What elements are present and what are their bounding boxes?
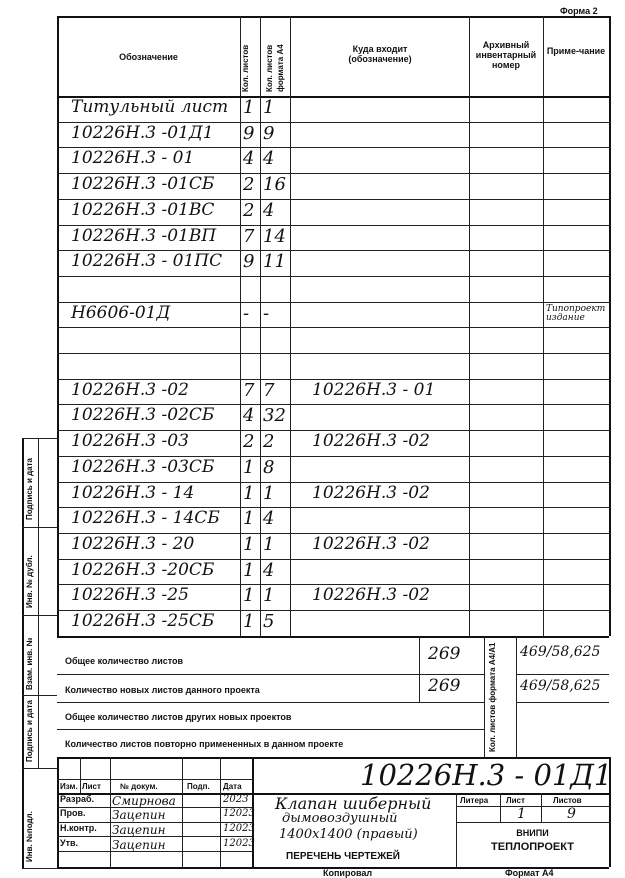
margin-replace-inv: Взам. инв. № [25,637,34,690]
row-sheets-a4: 11 [263,251,286,272]
header-archive-no: Архивный инвентарный номер [475,40,537,70]
table-row [57,173,609,199]
form-label: Форма 2 [560,6,598,16]
row-sheets: 1 [243,585,255,606]
footer-format: Формат А4 [505,868,554,878]
doc-code: 10226Н.3 - 01Д1 [360,758,613,792]
doc-type: ПЕРЕЧЕНЬ ЧЕРТЕЖЕЙ [286,851,400,862]
margin-inv-orig: Инв. №подл. [25,811,34,862]
row-sheets-a4: 1 [263,97,275,118]
role-date: 12023 [223,808,255,819]
row-sheets: 2 [243,200,255,221]
row-where-used: 10226Н.3 -02 [312,534,430,554]
row-sheets-a4: 7 [263,380,275,401]
row-sheets: 7 [243,226,255,247]
row-where-used: 10226Н.3 - 01 [312,380,436,400]
total-sheets-value: 269 [428,644,461,664]
row-designation: 10226Н.3 -01ВС [71,200,215,220]
total-sheets-label: Общее количество листов [65,656,184,666]
row-sheets-a4: 32 [263,405,286,426]
row-where-used: 10226Н.3 -02 [312,431,430,451]
row-sheets-a4: 5 [263,611,275,632]
org-line-2: ТЕПЛОПРОЕКТ [491,841,574,853]
header-where-used: Куда входит (обозначение) [348,44,412,64]
litera-label: Литера [460,796,489,805]
table-row [57,584,609,610]
table-top-border [57,16,609,18]
header-sheet-count-a4: Кол. листов формата А4 [265,44,285,92]
row-sheets: 9 [243,251,255,272]
table-row [57,507,609,533]
table-row [57,250,609,276]
role-name: Зацепин [112,823,166,837]
row-sheets-a4: 1 [263,534,275,555]
table-row [57,199,609,225]
row-designation: 10226Н.3 - 01 [71,148,195,168]
row-where-used: 10226Н.3 -02 [312,585,430,605]
table-row [57,353,609,379]
row-sheets-a4: 4 [263,560,275,581]
sheets-value: 9 [567,806,576,822]
role-name: Зацепин [112,808,166,822]
role-name: Смирнова [112,794,176,808]
col-sign: Подп. [187,782,210,791]
col-list: Лист [82,782,101,791]
header-designation: Обозначение [119,52,178,62]
row-designation: 10226Н.3 - 20 [71,534,195,554]
row-sheets-a4: 9 [263,123,275,144]
reused-label: Количество листов повторно примененных в данном проекте [65,739,344,749]
table-row [57,559,609,585]
margin-sign-date-1: Подпись и дата [25,458,34,520]
table-row [57,276,609,302]
row-sheets: 4 [243,148,255,169]
sheet-label: Лист [506,796,525,805]
row-designation: 10226Н.3 -20СБ [71,560,215,580]
col-izm: Изм. [60,782,78,791]
row-designation: 10226Н.3 -01ВП [71,226,217,246]
other-projects-label: Общее количество листов других новых проектов [65,712,292,722]
table-row [57,147,609,173]
role-date: 2023 [223,794,249,805]
role-label: Н.контр. [60,823,97,833]
new-sheets-label: Количество новых листов данного проекта [65,685,260,695]
margin-inv-dup: Инв. № дубл. [25,555,34,608]
total-sheets-a4: 469/58,625 [520,644,601,660]
row-sheets: 7 [243,380,255,401]
row-designation: Титульный лист [71,97,229,117]
row-sheets: 1 [243,483,255,504]
row-designation: 10226Н.3 - 01ПС [71,251,223,271]
row-sheets: 1 [243,97,255,118]
row-sheets-a4: 4 [263,200,275,221]
table-row [57,122,609,148]
col-date: Дата [223,782,242,791]
row-sheets-a4: 4 [263,508,275,529]
role-label: Разраб. [60,794,95,804]
col-doc-no: № докум. [120,782,158,791]
footer-copied: Копировал [323,868,373,878]
row-designation: 10226Н.3 -03 [71,431,189,451]
table-row [57,456,609,482]
table-row [57,302,609,328]
row-sheets: 1 [243,560,255,581]
table-row [57,533,609,559]
row-sheets: 1 [243,457,255,478]
row-sheets-a4: 1 [263,483,275,504]
new-sheets-value: 269 [428,676,461,696]
table-row [57,96,609,122]
row-designation: 10226Н.3 - 14СБ [71,508,220,528]
table-right-border [609,16,611,636]
table-row [57,610,609,636]
row-sheets: 4 [243,405,255,426]
row-note: Типопроект издание [546,304,606,323]
row-designation: 10226Н.3 -25 [71,585,189,605]
row-designation: 10226Н.3 - 14 [71,483,195,503]
row-sheets-a4: 14 [263,226,286,247]
role-label: Утв. [60,838,79,848]
header-sheet-count: Кол. листов [241,44,250,92]
header-note: Приме-чание [546,46,606,56]
row-sheets: 9 [243,123,255,144]
role-date: 12023 [223,823,255,834]
table-row [57,404,609,430]
a4-header-label: Кол. листов формата А4/А1 [488,642,497,752]
row-designation: 10226Н.3 -02СБ [71,405,215,425]
table-row [57,430,609,456]
row-where-used: 10226Н.3 -02 [312,483,430,503]
title-line-1: Клапан шиберный [275,794,432,813]
role-date: 12023 [223,838,255,849]
row-sheets: - [243,303,250,324]
title-line-2: дымовоздушный [282,811,398,826]
sheets-label: Листов [553,796,582,805]
row-designation: Н6606-01Д [71,303,171,323]
role-name: Зацепин [112,838,166,852]
table-row [57,482,609,508]
row-designation: 10226Н.3 -01СБ [71,174,215,194]
title-line-3: 1400х1400 (правый) [279,827,418,842]
table-row [57,225,609,251]
table-row [57,327,609,353]
row-sheets: 2 [243,431,255,452]
row-designation: 10226Н.3 -25СБ [71,611,215,631]
row-designation: 10226Н.3 -01Д1 [71,123,214,143]
row-sheets-a4: 16 [263,174,286,195]
row-sheets: 1 [243,508,255,529]
row-sheets-a4: 1 [263,585,275,606]
role-label: Пров. [60,808,86,818]
row-designation: 10226Н.3 -03СБ [71,457,215,477]
row-sheets-a4: 8 [263,457,275,478]
row-sheets-a4: 4 [263,148,275,169]
row-sheets-a4: 2 [263,431,275,452]
row-designation: 10226Н.3 -02 [71,380,189,400]
table-row [57,379,609,405]
row-sheets-a4: - [263,303,270,324]
new-sheets-a4: 469/58,625 [520,678,601,694]
org-line-1: ВНИПИ [516,828,549,838]
sheet-value: 1 [517,806,526,822]
row-sheets: 1 [243,534,255,555]
margin-sign-date-2: Подпись и дата [25,700,34,762]
row-sheets: 2 [243,174,255,195]
row-sheets: 1 [243,611,255,632]
